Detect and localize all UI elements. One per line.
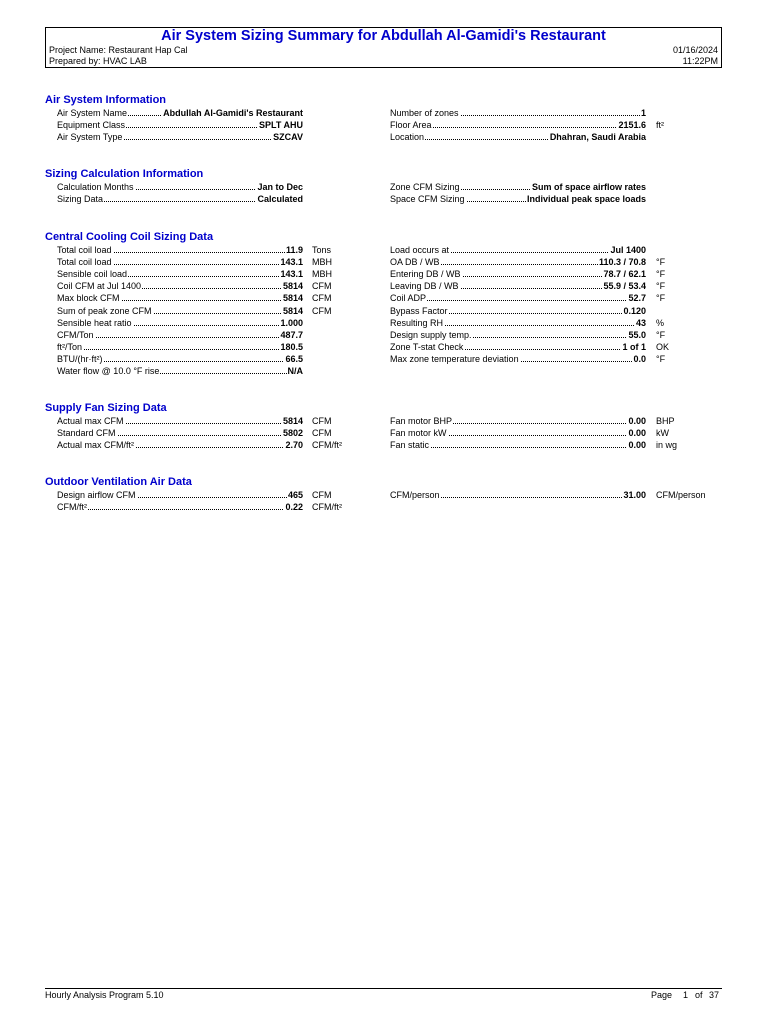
field-label: Total coil load [57, 257, 112, 268]
field-row [390, 256, 726, 268]
field-value: 0.22 [285, 502, 303, 513]
report-header [45, 27, 722, 68]
field-label: Design airflow CFM [57, 490, 136, 500]
field-row [390, 489, 726, 501]
field-value: Sum of space airflow rates [531, 182, 646, 192]
field-row [390, 268, 726, 280]
field-value: 0.00 [628, 440, 646, 451]
field-value: Dhahran, Saudi Arabia [549, 132, 646, 143]
field-unit: CFM [312, 293, 332, 304]
field-label: Location [390, 132, 425, 143]
field-row [57, 181, 382, 193]
field-row [390, 193, 726, 205]
field-row [390, 353, 726, 365]
field-value: 2151.6 [618, 120, 646, 131]
field-label: Air System Name [57, 108, 128, 118]
field-label: Floor Area [390, 120, 432, 131]
field-unit: °F [656, 269, 666, 280]
field-unit: °F [656, 257, 666, 268]
field-value: 2.70 [285, 440, 303, 451]
field-label: Water flow @ 10.0 °F rise [57, 366, 160, 376]
field-label: Entering DB / WB [390, 269, 461, 280]
field-value: SZCAV [273, 132, 303, 143]
field-value: 43 [635, 317, 646, 328]
footer-page-of: of [695, 990, 703, 1000]
field-row [390, 292, 726, 304]
field-unit: °F [656, 281, 666, 292]
field-value: 1 [640, 108, 646, 118]
field-label: Air System Type [57, 132, 123, 143]
field-label: Design supply temp. [390, 329, 472, 340]
field-label: OA DB / WB [390, 257, 440, 268]
section-title-outdoor-air: Outdoor Ventilation Air Data [45, 476, 192, 488]
header-line-2 [49, 56, 718, 66]
field-label: Load occurs at [390, 245, 450, 255]
field-row [57, 193, 382, 205]
report-title: Air System Sizing Summary for Abdullah Al-Gamidi's Restaurant [161, 28, 606, 44]
field-row [390, 439, 726, 451]
field-label: ft²/Ton [57, 341, 83, 352]
header-line-1 [49, 45, 718, 55]
footer-page-label: Page [651, 990, 673, 1000]
field-value: 31.00 [623, 490, 646, 500]
dot-leader [57, 509, 303, 510]
field-label: Fan static [390, 440, 430, 451]
field-unit: CFM/ft² [312, 440, 342, 451]
prepared-by: Prepared by: HVAC LAB [49, 56, 147, 66]
report-date: 01/16/2024 [672, 45, 718, 55]
field-label: CFM/person [390, 490, 440, 500]
field-value: 11.9 [285, 245, 303, 255]
field-row [390, 244, 726, 256]
field-unit: ft² [656, 120, 664, 131]
field-row [390, 305, 726, 317]
field-value: 0.120 [623, 305, 646, 316]
field-row [390, 131, 726, 143]
field-unit: OK [656, 341, 670, 352]
field-unit: CFM [312, 490, 332, 500]
section-title-air-system-info: Air System Information [45, 94, 167, 106]
field-value: 0.00 [628, 428, 646, 439]
field-label: Space CFM Sizing [390, 194, 465, 205]
field-value: 1.000 [280, 317, 303, 328]
field-value: 5814 [282, 416, 303, 426]
field-row [390, 317, 726, 329]
field-row [57, 317, 382, 329]
field-row [390, 280, 726, 292]
field-row [57, 256, 382, 268]
field-label: Sum of peak zone CFM [57, 305, 152, 316]
field-value: 143.1 [280, 257, 303, 268]
field-row [57, 439, 382, 451]
field-row [57, 329, 382, 341]
field-row [57, 365, 382, 377]
field-unit: CFM [312, 281, 332, 292]
field-value: Individual peak space loads [526, 194, 646, 205]
field-value: 180.5 [280, 341, 303, 352]
field-unit: kW [656, 428, 669, 439]
field-value: 487.7 [280, 329, 303, 340]
field-row [57, 280, 382, 292]
field-label: Leaving DB / WB [390, 281, 459, 292]
field-label: Coil ADP [390, 293, 427, 304]
field-unit: CFM [312, 428, 332, 439]
field-label: Coil CFM at Jul 1400 [57, 281, 142, 292]
field-unit: °F [656, 293, 666, 304]
field-value: Jul 1400 [610, 245, 646, 255]
field-unit: MBH [312, 269, 332, 280]
field-value: 55.9 / 53.4 [603, 281, 646, 292]
field-unit: Tons [312, 245, 332, 255]
field-row [390, 329, 726, 341]
field-label: Total coil load [57, 245, 112, 255]
field-unit: °F [656, 353, 666, 364]
field-row [57, 107, 382, 119]
footer-page-num: 1 [683, 990, 689, 1000]
field-value: 78.7 / 62.1 [603, 269, 646, 280]
field-unit: % [656, 317, 665, 328]
field-row [390, 341, 726, 353]
footer-page-total: 37 [709, 990, 720, 1000]
section-title-supply-fan: Supply Fan Sizing Data [45, 402, 167, 414]
field-row [57, 427, 382, 439]
field-unit: CFM/person [656, 490, 706, 500]
field-value: 52.7 [628, 293, 646, 304]
field-label: Resulting RH [390, 317, 444, 328]
field-label: Actual max CFM [57, 416, 124, 426]
field-label: Actual max CFM/ft² [57, 440, 135, 451]
field-value: 5814 [282, 281, 303, 292]
field-label: Max zone temperature deviation [390, 353, 519, 364]
field-value: 55.0 [628, 329, 646, 340]
field-value: 1 of 1 [622, 341, 646, 352]
field-unit: CFM [312, 416, 332, 426]
field-unit: in wg [656, 440, 678, 451]
field-label: Sensible coil load [57, 269, 128, 280]
field-value: Abdullah Al-Gamidi's Restaurant [163, 108, 303, 118]
field-label: BTU/(hr·ft²) [57, 353, 103, 364]
field-label: Bypass Factor [390, 305, 448, 316]
field-label: Sensible heat ratio [57, 317, 132, 328]
field-unit: BHP [656, 416, 675, 426]
field-value: SPLT AHU [259, 120, 303, 131]
field-value: 66.5 [285, 353, 303, 364]
field-row [390, 415, 726, 427]
project-name: Project Name: Restaurant Hap Cal [49, 45, 188, 55]
field-row [57, 353, 382, 365]
field-value: Calculated [257, 194, 303, 205]
field-unit: CFM [312, 305, 332, 316]
field-label: Number of zones [390, 108, 459, 118]
field-row [390, 181, 726, 193]
field-unit: °F [656, 329, 666, 340]
field-label: Equipment Class [57, 120, 126, 131]
field-label: Fan motor BHP [390, 416, 453, 426]
field-value: 110.3 / 70.8 [598, 257, 646, 268]
report-time: 11:22PM [682, 56, 718, 66]
field-row [57, 119, 382, 131]
field-label: CFM/ft² [57, 502, 87, 513]
field-row [57, 268, 382, 280]
field-row [57, 131, 382, 143]
field-row [390, 119, 726, 131]
field-label: Zone T-stat Check [390, 341, 464, 352]
field-value: Jan to Dec [257, 182, 303, 192]
field-row [57, 341, 382, 353]
field-label: Max block CFM [57, 293, 120, 304]
dot-leader [57, 349, 303, 350]
field-row [390, 107, 726, 119]
field-value: 465 [287, 490, 303, 500]
field-row [57, 305, 382, 317]
field-row [57, 415, 382, 427]
field-unit: MBH [312, 257, 332, 268]
field-row [57, 489, 382, 501]
field-value: 5814 [282, 305, 303, 316]
field-value: 143.1 [280, 269, 303, 280]
section-title-cooling-coil: Central Cooling Coil Sizing Data [45, 231, 214, 243]
field-value: 5802 [282, 428, 303, 439]
field-value: 0.00 [628, 416, 646, 426]
footer-divider [45, 988, 722, 989]
field-row [57, 501, 382, 513]
field-label: Standard CFM [57, 428, 116, 439]
field-label: Sizing Data [57, 194, 104, 205]
field-unit: CFM/ft² [312, 502, 342, 513]
field-value: N/A [287, 366, 303, 376]
field-value: 5814 [282, 293, 303, 304]
footer-program: Hourly Analysis Program 5.10 [45, 990, 164, 1000]
field-row [390, 427, 726, 439]
field-label: Zone CFM Sizing [390, 182, 460, 192]
dot-leader [390, 300, 646, 301]
field-row [57, 244, 382, 256]
field-label: Calculation Months [57, 182, 134, 192]
field-row [57, 292, 382, 304]
field-label: CFM/Ton [57, 329, 94, 340]
field-value: 0.0 [633, 353, 646, 364]
field-label: Fan motor kW [390, 428, 447, 439]
section-title-sizing-calc: Sizing Calculation Information [45, 168, 204, 180]
